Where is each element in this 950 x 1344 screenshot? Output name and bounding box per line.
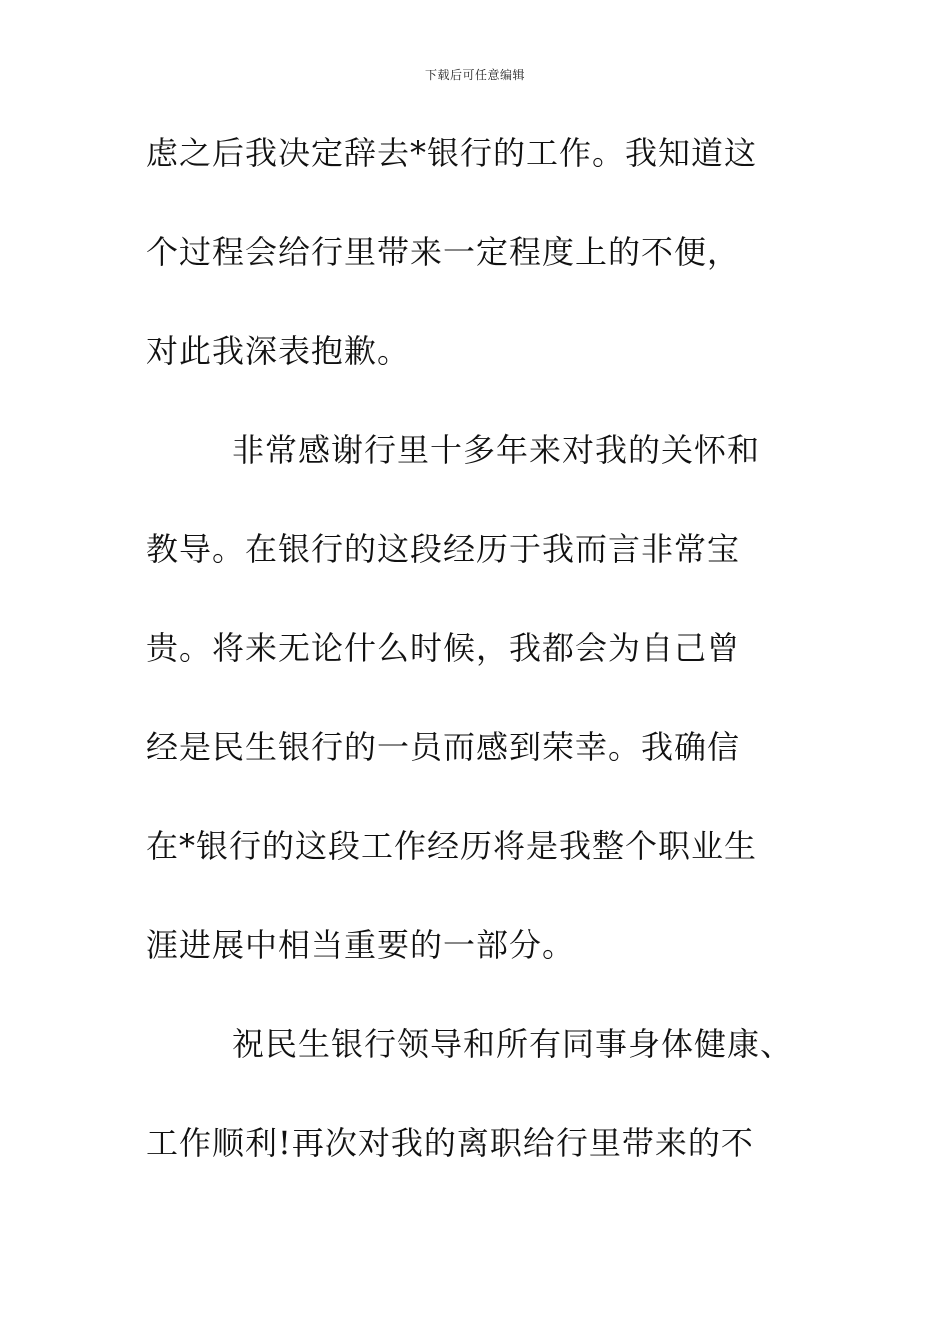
text-line-11: 工作顺利!再次对我的离职给行里带来的不 [146, 1124, 754, 1162]
page-header: 下载后可任意编辑 [424, 68, 525, 82]
text-line-7: 经是民生银行的一员而感到荣幸。我确信 [146, 728, 741, 766]
text-line-2: 个过程会给行里带来一定程度上的不便， [146, 233, 741, 271]
text-line-9: 涯进展中相当重要的一部分。 [146, 926, 576, 964]
text-line-8: 在*银行的这段工作经历将是我整个职业生 [146, 827, 758, 865]
text-line-1: 虑之后我决定辞去*银行的工作。我知道这 [146, 134, 758, 172]
text-line-6: 贵。将来无论什么时候，我都会为自己曾 [146, 629, 741, 667]
text-line-10: 祝民生银行领导和所有同事身体健康、 [232, 1025, 794, 1063]
text-line-3: 对此我深表抱歉。 [146, 332, 411, 370]
text-line-5: 教导。在银行的这段经历于我而言非常宝 [146, 530, 741, 568]
text-line-4: 非常感谢行里十多年来对我的关怀和 [232, 431, 761, 469]
